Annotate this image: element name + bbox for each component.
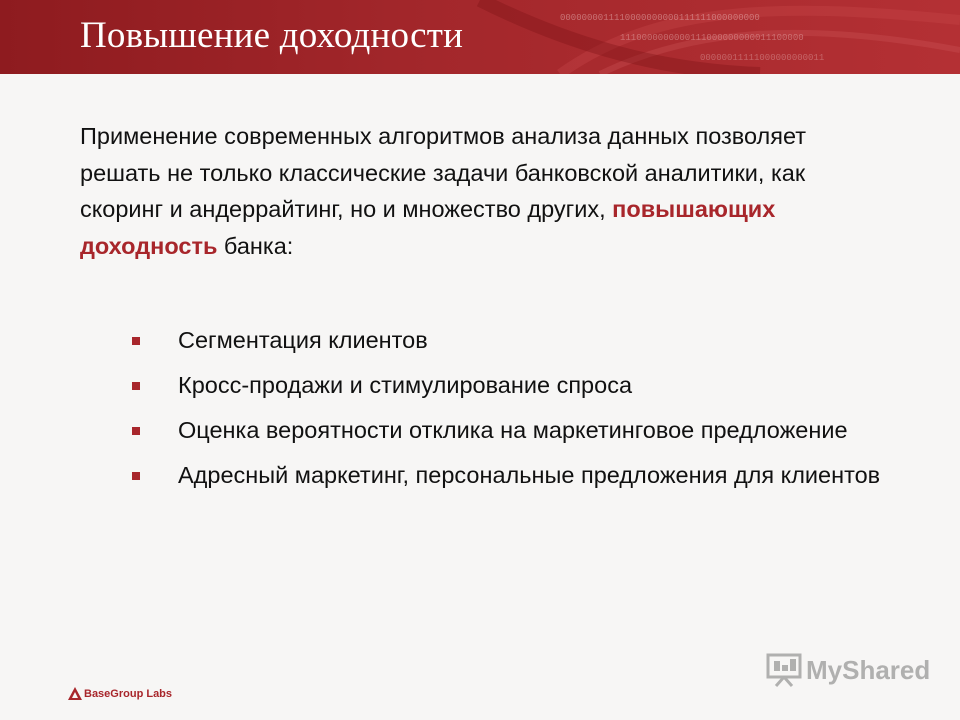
list-item (130, 323, 910, 358)
svg-text:00000011111000000000011: 00000011111000000000011 (700, 53, 825, 63)
list-item (130, 413, 910, 448)
watermark (766, 653, 930, 687)
slide-title: Повышение доходности (80, 15, 464, 56)
square-bullet-icon (132, 337, 140, 345)
bullet-text: Кросс-продажи и стимулирование спроса (178, 372, 633, 398)
bullet-text: Оценка вероятности отклика на маркетинговое предложение (178, 417, 848, 443)
list-item (130, 458, 910, 493)
intro-end: банка: (217, 232, 294, 259)
svg-text:111000000000011100000000001110: 1110000000000111000000000011100000 (620, 33, 804, 43)
footer-logo-text: BaseGroup Labs (84, 687, 173, 700)
svg-text:000000001111000000000011111100: 0000000011110000000000111111000000000 (560, 13, 760, 23)
list-item (130, 368, 910, 403)
title-bar (0, 0, 960, 74)
square-bullet-icon (132, 427, 140, 435)
watermark-text: MyShared (806, 654, 931, 685)
footer-logo (68, 687, 172, 700)
bullet-text: Сегментация клиентов (178, 327, 428, 353)
intro-highlight: повышающих доходность (80, 196, 776, 259)
square-bullet-icon (132, 472, 140, 480)
square-bullet-icon (132, 382, 140, 390)
intro-text: Применение современных алгоритмов анализа данных позволяет решать не только классические задачи банковской аналитики, как скоринг и андеррайтинг, но и множество других, (80, 123, 807, 222)
presentation-board-icon (766, 653, 802, 687)
intro-paragraph (80, 118, 890, 264)
triangle-logo-icon (68, 687, 82, 700)
bullet-list (130, 323, 910, 503)
bullet-text: Адресный маркетинг, персональные предложения для клиентов (178, 462, 881, 488)
